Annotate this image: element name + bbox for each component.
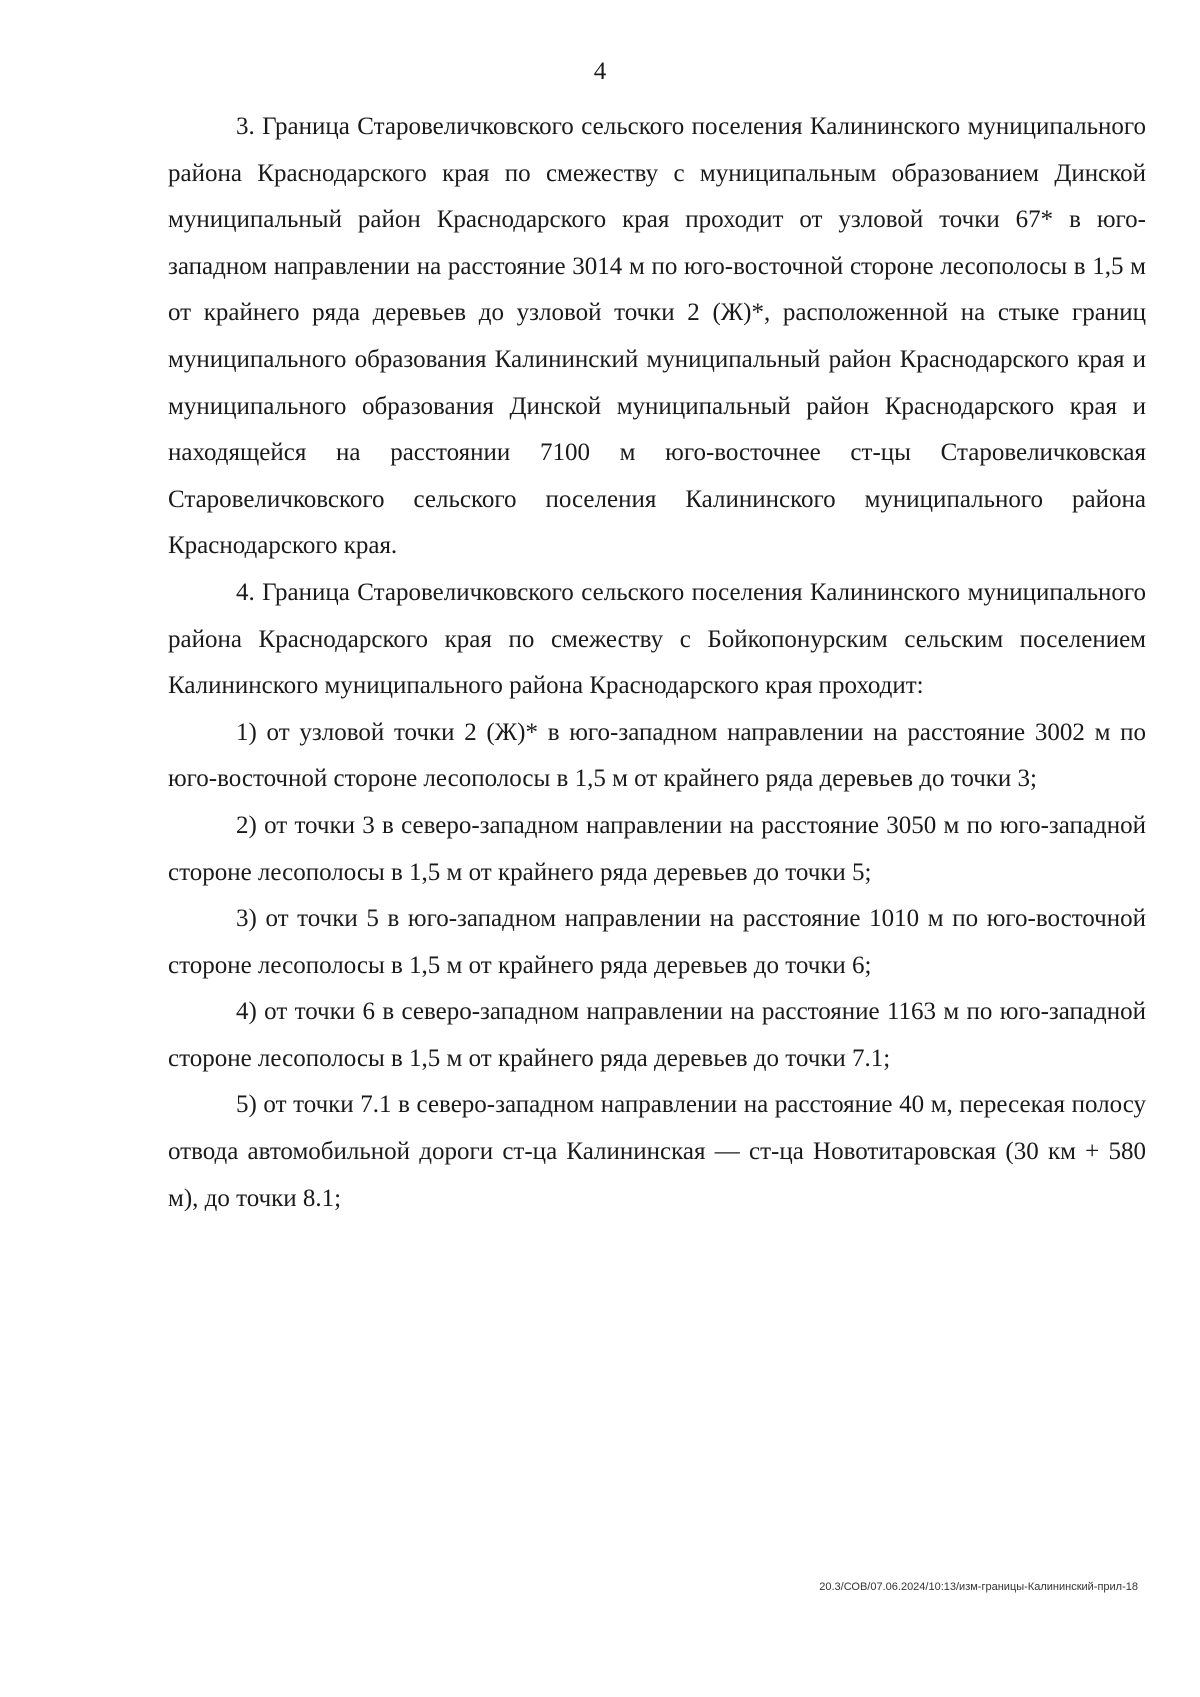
footer-code: 20.3/СОВ/07.06.2024/10:13/изм-границы-Калининский-прил-18 bbox=[819, 1581, 1138, 1593]
paragraph-4: 4. Граница Старовеличковского сельского поселения Калининского муниципального района Краснодарского края по смежеству с Бойкопонурским сельским поселением Калининского муниципального района Краснодарского края проходит: bbox=[168, 578, 1146, 700]
list-item-2: 2) от точки 3 в северо-западном направлении на расстояние 3050 м по юго-западной стороне лесополосы в 1,5 м от крайнего ряда деревьев до точки 5; bbox=[168, 811, 1146, 886]
paragraph-3: 3. Граница Старовеличковского сельского поселения Калининского муниципального района Краснодарского края по смежеству с муниципальным образованием Динской муниципальный район Краснодарского края проходит от узловой точки 67* в юго-западном направлении на расстояние 3014 м по юго-восточной стороне лесополосы в 1,5 м от крайнего ряда деревьев до узловой точки 2 (Ж)*, расположенной на стыке границ муниципального образования Калининский муниципальный район Краснодарского края и муниципального образования Динской муниципальный район Краснодарского края и находящейся на расстоянии 7100 м юго-восточнее ст-цы Старовеличковская Старовеличковского сельского поселения Калининского муниципального района Краснодарского края. bbox=[168, 113, 1146, 560]
list-item-1: 1) от узловой точки 2 (Ж)* в юго-западном направлении на расстояние 3002 м по юго-восточной стороне лесополосы в 1,5 м от крайнего ряда деревьев до точки 3; bbox=[168, 718, 1146, 793]
page-number: 4 bbox=[593, 58, 607, 85]
list-item-4: 4) от точки 6 в северо-западном направлении на расстояние 1163 м по юго-западной стороне лесополосы в 1,5 м от крайнего ряда деревьев до точки 7.1; bbox=[168, 998, 1146, 1072]
list-item-5: 5) от точки 7.1 в северо-западном направлении на расстояние 40 м, пересекая полосу отвода автомобильной дороги ст-ца Калининская — ст-ца Новотитаровская (30 км + 580 м), до точки 8.1; bbox=[168, 1091, 1146, 1212]
document-body bbox=[168, 104, 1146, 1222]
list-item-3: 3) от точки 5 в юго-западном направлении на расстояние 1010 м по юго-восточной стороне лесополосы в 1,5 м от крайнего ряда деревьев до точки 6; bbox=[168, 905, 1146, 979]
